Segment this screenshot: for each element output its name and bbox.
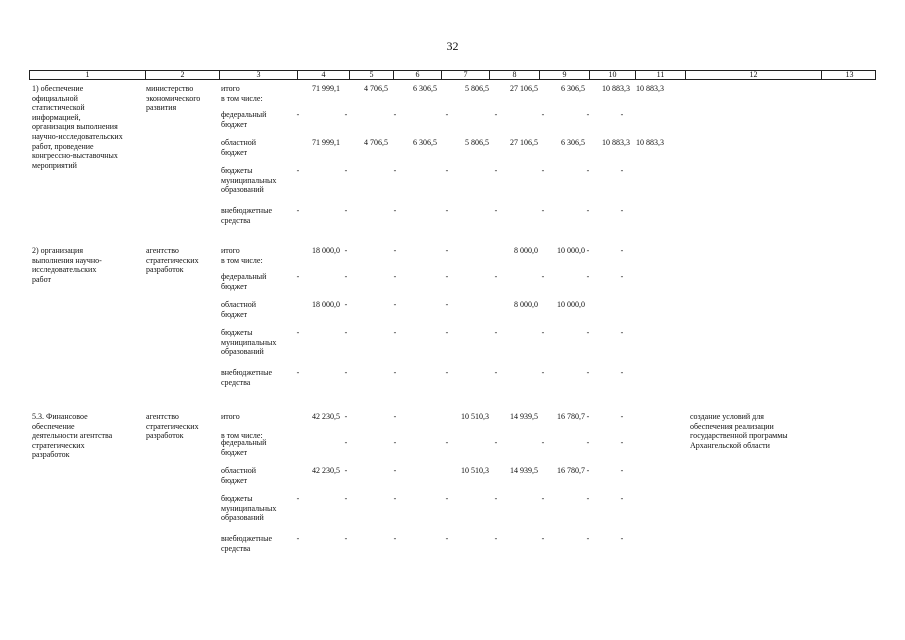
funding-value: 4 706,5: [364, 84, 388, 93]
funding-source-label: областной бюджет: [221, 138, 257, 157]
funding-value: -: [445, 206, 449, 215]
funding-value: -: [586, 206, 590, 215]
funding-source-label: итого в том числе:: [221, 246, 263, 265]
funding-value: -: [445, 272, 449, 281]
executor-name: агентство стратегических разработок: [146, 246, 199, 275]
funding-value: -: [620, 412, 624, 421]
funding-value: 14 939,5: [510, 466, 538, 475]
funding-value: -: [445, 166, 449, 175]
funding-value: -: [541, 166, 545, 175]
header-cell-11: 11: [636, 71, 686, 79]
funding-value: 10 883,3: [636, 84, 664, 93]
funding-value: -: [344, 534, 348, 543]
funding-value: -: [344, 494, 348, 503]
funding-source-label: областной бюджет: [221, 466, 257, 485]
funding-value: 71 999,1: [312, 138, 340, 147]
expected-result-note: создание условий для обеспечения реализации государственной программы Архангельской области: [690, 412, 788, 450]
funding-source-label: областной бюджет: [221, 300, 257, 319]
funding-value: 10 000,0: [557, 246, 585, 255]
funding-value: 4 706,5: [364, 138, 388, 147]
funding-value: -: [393, 166, 397, 175]
funding-value: -: [445, 368, 449, 377]
funding-source-label: федеральный бюджет: [221, 438, 267, 457]
funding-value: 14 939,5: [510, 412, 538, 421]
funding-value: -: [494, 368, 498, 377]
funding-value: -: [620, 438, 624, 447]
funding-value: -: [586, 368, 590, 377]
header-cell-4: 4: [298, 71, 350, 79]
funding-value: -: [393, 206, 397, 215]
funding-value: -: [393, 438, 397, 447]
funding-value: -: [344, 412, 348, 421]
funding-value: -: [586, 328, 590, 337]
funding-source-label: бюджеты муниципальных образований: [221, 494, 277, 523]
funding-value: -: [541, 272, 545, 281]
executor-name: агентство стратегических разработок: [146, 412, 199, 441]
funding-value: 71 999,1: [312, 84, 340, 93]
funding-value: -: [494, 328, 498, 337]
funding-value: -: [393, 368, 397, 377]
funding-value: -: [393, 300, 397, 309]
funding-value: -: [445, 328, 449, 337]
page-number: 32: [446, 39, 459, 53]
header-cell-7: 7: [442, 71, 490, 79]
funding-value: -: [620, 368, 624, 377]
header-cell-3: 3: [220, 71, 298, 79]
funding-source-label: итого в том числе:: [221, 84, 263, 103]
funding-value: -: [541, 438, 545, 447]
funding-value: -: [494, 206, 498, 215]
header-cell-12: 12: [686, 71, 822, 79]
funding-value: -: [344, 110, 348, 119]
funding-value: -: [344, 300, 348, 309]
funding-value: -: [620, 494, 624, 503]
funding-source-label: внебюджетные средства: [221, 206, 272, 225]
funding-value: 6 306,5: [413, 84, 437, 93]
funding-value: -: [344, 166, 348, 175]
funding-value: -: [586, 466, 590, 475]
header-cell-9: 9: [540, 71, 590, 79]
funding-value: 10 510,3: [461, 412, 489, 421]
measure-name: 5.3. Финансовое обеспечение деятельности агентства стратегических разработок: [32, 412, 113, 460]
funding-value: -: [494, 534, 498, 543]
funding-value: 16 780,7: [557, 412, 585, 421]
funding-value: -: [296, 110, 300, 119]
funding-source-label: федеральный бюджет: [221, 272, 267, 291]
funding-value: 5 806,5: [465, 138, 489, 147]
funding-value: -: [586, 110, 590, 119]
funding-value: -: [344, 328, 348, 337]
funding-value: -: [393, 110, 397, 119]
funding-value: -: [620, 466, 624, 475]
funding-value: 6 306,5: [413, 138, 437, 147]
funding-value: 18 000,0: [312, 300, 340, 309]
funding-value: 42 230,5: [312, 466, 340, 475]
funding-value: -: [445, 494, 449, 503]
funding-value: -: [541, 494, 545, 503]
funding-value: -: [541, 110, 545, 119]
funding-value: 5 806,5: [465, 84, 489, 93]
funding-value: 10 883,3: [636, 138, 664, 147]
funding-value: 42 230,5: [312, 412, 340, 421]
funding-value: -: [494, 166, 498, 175]
funding-value: -: [344, 438, 348, 447]
funding-value: -: [296, 328, 300, 337]
funding-value: -: [541, 206, 545, 215]
funding-value: 18 000,0: [312, 246, 340, 255]
funding-value: -: [393, 272, 397, 281]
measure-name: 1) обеспечение официальной статистической информацией, организация выполнения научно-исследовательских работ, проведение конгрессно-выставочных мероприятий: [32, 84, 123, 170]
funding-value: -: [296, 272, 300, 281]
funding-source-label: бюджеты муниципальных образований: [221, 328, 277, 357]
funding-value: -: [620, 246, 624, 255]
header-cell-1: 1: [30, 71, 146, 79]
funding-value: -: [445, 110, 449, 119]
funding-value: 10 883,3: [602, 138, 630, 147]
funding-value: -: [344, 272, 348, 281]
funding-value: 10 883,3: [602, 84, 630, 93]
funding-value: -: [541, 534, 545, 543]
header-cell-10: 10: [590, 71, 636, 79]
funding-source-label: бюджеты муниципальных образований: [221, 166, 277, 195]
header-cell-8: 8: [490, 71, 540, 79]
funding-value: 27 106,5: [510, 138, 538, 147]
funding-source-label: федеральный бюджет: [221, 110, 267, 129]
funding-value: -: [445, 246, 449, 255]
funding-value: -: [344, 206, 348, 215]
funding-value: -: [393, 328, 397, 337]
funding-value: -: [344, 368, 348, 377]
funding-value: 10 000,0: [557, 300, 585, 309]
funding-source-label: внебюджетные средства: [221, 534, 272, 553]
funding-value: -: [586, 534, 590, 543]
funding-value: -: [494, 272, 498, 281]
funding-value: 6 306,5: [561, 84, 585, 93]
funding-value: -: [296, 166, 300, 175]
funding-value: -: [296, 368, 300, 377]
funding-value: -: [620, 166, 624, 175]
funding-value: -: [494, 110, 498, 119]
funding-value: 27 106,5: [510, 84, 538, 93]
funding-value: -: [445, 300, 449, 309]
funding-value: -: [344, 246, 348, 255]
funding-value: -: [296, 534, 300, 543]
funding-value: -: [445, 534, 449, 543]
funding-source-label: итого в том числе:: [221, 412, 263, 441]
funding-value: -: [620, 272, 624, 281]
funding-value: 16 780,7: [557, 466, 585, 475]
funding-value: -: [494, 494, 498, 503]
funding-value: 10 510,3: [461, 466, 489, 475]
funding-value: -: [620, 328, 624, 337]
funding-value: -: [393, 494, 397, 503]
funding-value: 8 000,0: [514, 300, 538, 309]
funding-value: -: [541, 368, 545, 377]
funding-value: -: [586, 272, 590, 281]
executor-name: министерство экономического развития: [146, 84, 201, 113]
measure-name: 2) организация выполнения научно- исследовательских работ: [32, 246, 102, 284]
funding-value: -: [344, 466, 348, 475]
funding-value: -: [393, 466, 397, 475]
funding-value: -: [586, 412, 590, 421]
funding-value: -: [393, 246, 397, 255]
funding-value: -: [393, 412, 397, 421]
funding-value: -: [296, 494, 300, 503]
funding-value: -: [620, 206, 624, 215]
funding-value: -: [586, 494, 590, 503]
funding-value: -: [586, 438, 590, 447]
funding-value: 6 306,5: [561, 138, 585, 147]
header-cell-6: 6: [394, 71, 442, 79]
funding-value: -: [586, 166, 590, 175]
header-cell-13: 13: [845, 70, 854, 79]
funding-value: -: [296, 206, 300, 215]
funding-value: -: [620, 110, 624, 119]
funding-value: -: [445, 438, 449, 447]
header-cell-5: 5: [350, 71, 394, 79]
funding-source-label: внебюджетные средства: [221, 368, 272, 387]
funding-value: -: [620, 534, 624, 543]
header-cell-2: 2: [146, 71, 220, 79]
table-header-row: [29, 70, 876, 80]
funding-value: -: [541, 328, 545, 337]
funding-value: -: [586, 246, 590, 255]
funding-value: -: [494, 438, 498, 447]
funding-value: -: [393, 534, 397, 543]
funding-value: 8 000,0: [514, 246, 538, 255]
